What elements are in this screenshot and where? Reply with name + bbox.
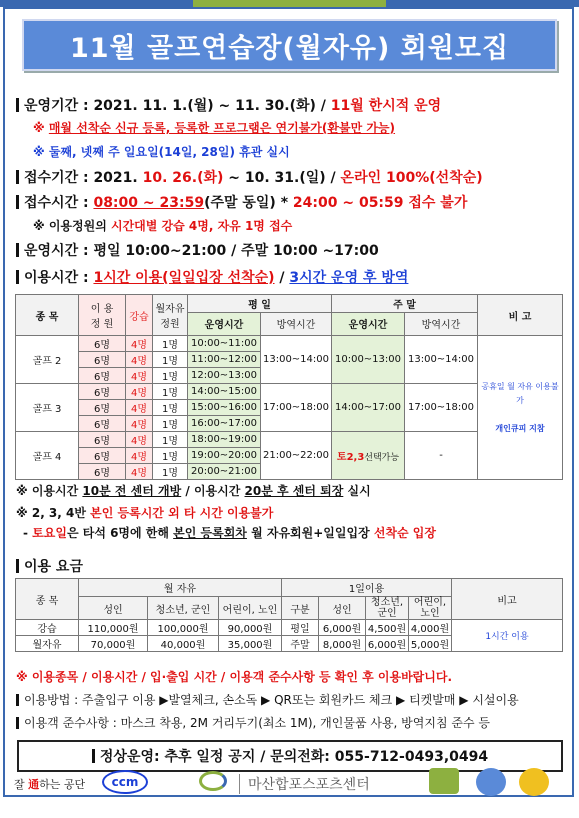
signup-period-line: 접수기간 : 2021. 10. 26.(화) ~ 10. 31.(일) / 온라인 100%(선착순) [16,167,483,187]
note-1: ※ 매월 선착순 신규 등록, 등록한 프로그램은 연기불가(환불만 가능) [33,121,396,135]
fee-table: 종 목 월 자유 1일이용 비고 성인 청소년, 군인 어린이, 노인 구분 성인 청소년, 군인 어린이, 노인 강습 110,000원 100,000원 90,000원 평일 6,000원 4,500원 4,000원 1시간 이용 월자유 70,000원 40,000원 35,000원 주말 8,000원 6,000원 5,000원 [15,578,563,652]
howto-line: 이용방법 : 주출입구 이용 ▶발열체크, 손소독 ▶ QR또는 회원카드 체크 ▶ 티켓발매 ▶ 시설이용 [16,691,519,708]
top-color-bar [0,0,579,7]
mascot-icon [476,768,506,796]
remark-club: 개인큐피 지참 [495,423,545,433]
note-2: ※ 둘째, 넷째 주 일요일(14일, 28일) 휴관 실시 [33,145,290,159]
poster-frame [3,7,574,797]
footer-box: 정상운영: 추후 일정 공지 / 문의전화: 055-712-0493,0494 [17,740,563,772]
note-3: ※ 이용정원의 시간대별 강습 4명, 자유 1명 접수 [33,219,293,233]
period-line: 운영기간 : 2021. 11. 1.(월) ~ 11. 30.(화) / 11월 한시적 운영 [16,95,441,115]
use-time-line: 이용시간 : 1시간 이용(일일입장 선착순) / 3시간 운영 후 방역 [16,267,408,287]
remark-holiday: 공휴일 월 자유 이용불가 [481,381,559,405]
note-4: ※ 이용시간 10분 전 센터 개방 / 이용시간 20분 후 센터 퇴장 실시 [16,484,371,498]
ccm-logo: ccm [102,770,148,794]
note-6: - 토요일은 타석 6명에 한해 본인 등록회차 월 자유회원+일일입장 선착순 입장 [23,526,436,540]
slogan-logo: 잘 通하는 공단 [14,778,86,791]
op-time-line: 운영시간 : 평일 10:00~21:00 / 주말 10:00 ~17:00 [16,240,379,260]
mascot-icon [519,768,549,796]
warn-line: ※ 이용종목 / 이용시간 / 입·출입 시간 / 이용객 준수사항 등 확인 후 이용바랍니다. [16,670,453,684]
mascot-icon [429,768,459,794]
note-5: ※ 2, 3, 4반 본인 등록시간 외 타 시간 이용불가 [16,506,274,520]
logo-strip [14,768,564,796]
title-banner [22,19,557,71]
schedule-table: 종 목 이 용 정 원 강습 월자유 정원 평 일 주 말 비 고 운영시간 방역시간 운영시간 방역시간 골프 2 6명 4명 1명 10:00~11:00 13:00~14:00 10:00~13:00 13:00~14:00 공휴일 월 자유 이용불가 개인큐피 지참 6명 4명 1명 11:00~12:00 6명 4명 1명 12:00~13:00 골프 3 6명 4명 1명 14:00~15:00 17:00~18:00 14:00~17:00 17:00~18:00 6명 4명 1명 15:00~16:00 6명 4명 1명 16:00~17:00 골프 4 6명 4명 1명 18:00~19:00 21:00~22:00 토2,3선택가능 - 6명 4명 1명 19:00~20:00 6명 4명 1명 20:00~21:00 [15,294,563,480]
signup-time-line: 접수시간 : 08:00 ~ 23:59(주말 동일) * 24:00 ~ 05:59 접수 불가 [16,192,467,212]
swirl-logo-icon [199,771,227,791]
page-title: 11월 골프연습장(월자유) 회원모집 [69,32,510,64]
sports-center-logo: 마산합포스포츠센터 [239,774,370,794]
fee-title: 이용 요금 [16,556,83,576]
rules-line: 이용객 준수사항 : 마스크 착용, 2M 거리두기(최소 1M), 개인물품 사용, 방역지침 준수 등 [16,714,490,731]
